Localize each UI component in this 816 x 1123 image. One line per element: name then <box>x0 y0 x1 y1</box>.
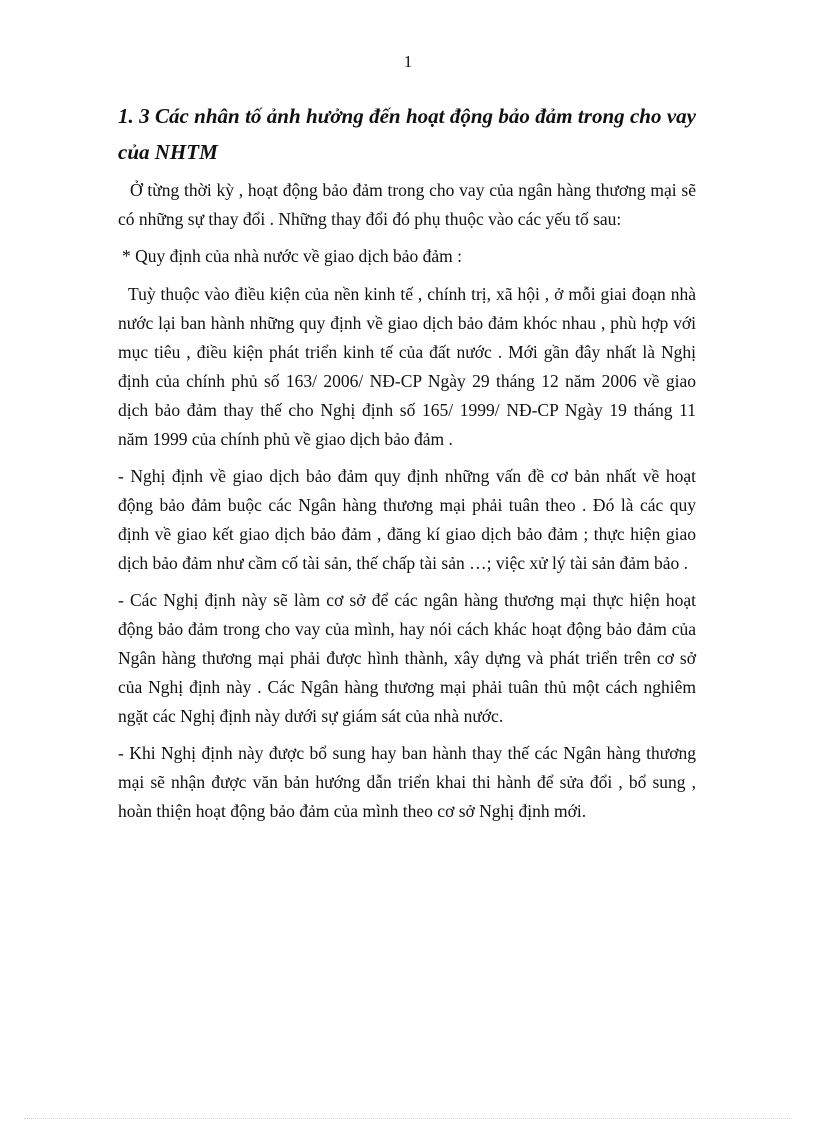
body-paragraph: - Nghị định về giao dịch bảo đảm quy định những vấn đề cơ bản nhất về hoạt động bảo đảm buộc các Ngân hàng thương mại phải tuân theo . Đó là các quy định về giao kết giao dịch bảo đảm , đăng kí giao dịch bảo đảm ; thực hiện giao dịch bảo đảm như cầm cố tài sản, thế chấp tài sản …; việc xử lý tài sản đảm bảo . <box>118 466 696 573</box>
document-body <box>118 98 696 834</box>
page-bottom-divider <box>24 1118 792 1119</box>
body-paragraph: Tuỳ thuộc vào điều kiện của nền kinh tế , chính trị, xã hội , ở mỗi giai đoạn nhà nước lại ban hành những quy định về giao dịch bảo đảm khóc nhau , phù hợp với mục tiêu , điều kiện phát triển kinh tế của đất nước . Mới gần đây nhất là Nghị định của chính phủ số 163/ 2006/ NĐ-CP Ngày 29 tháng 12 năm 2006 về giao dịch bảo đảm thay thế cho Nghị định số 165/ 1999/ NĐ-CP Ngày 19 tháng 11 năm 1999 của chính phủ về giao dịch bảo đảm . <box>118 284 696 449</box>
subheading-paragraph: * Quy định của nhà nước về giao dịch bảo đảm : <box>122 246 462 266</box>
body-paragraph: - Khi Nghị định này được bổ sung hay ban hành thay thế các Ngân hàng thương mại sẽ nhận được văn bản hướng dẫn triển khai thi hành để sửa đổi , bổ sung , hoàn thiện hoạt động bảo đảm của mình theo cơ sở Nghị định mới. <box>118 743 696 821</box>
intro-paragraph: Ở từng thời kỳ , hoạt động bảo đảm trong cho vay của ngân hàng thương mại sẽ có những sự thay đổi . Những thay đổi đó phụ thuộc vào các yếu tố sau: <box>118 180 696 229</box>
page-number: 1 <box>403 52 413 71</box>
body-paragraph: - Các Nghị định này sẽ làm cơ sở để các ngân hàng thương mại thực hiện hoạt động bảo đảm trong cho vay của mình, hay nói cách khác hoạt động bảo đảm của Ngân hàng thương mại phải được hình thành, xây dựng và phát triển trên cơ sở của Nghị định này . Các Ngân hàng thương mại phải tuân thủ một cách nghiêm ngặt các Nghị định này dưới sự giám sát của nhà nước. <box>118 590 696 726</box>
section-heading: 1. 3 Các nhân tố ảnh hưởng đến hoạt động bảo đảm trong cho vay của NHTM <box>118 104 696 164</box>
